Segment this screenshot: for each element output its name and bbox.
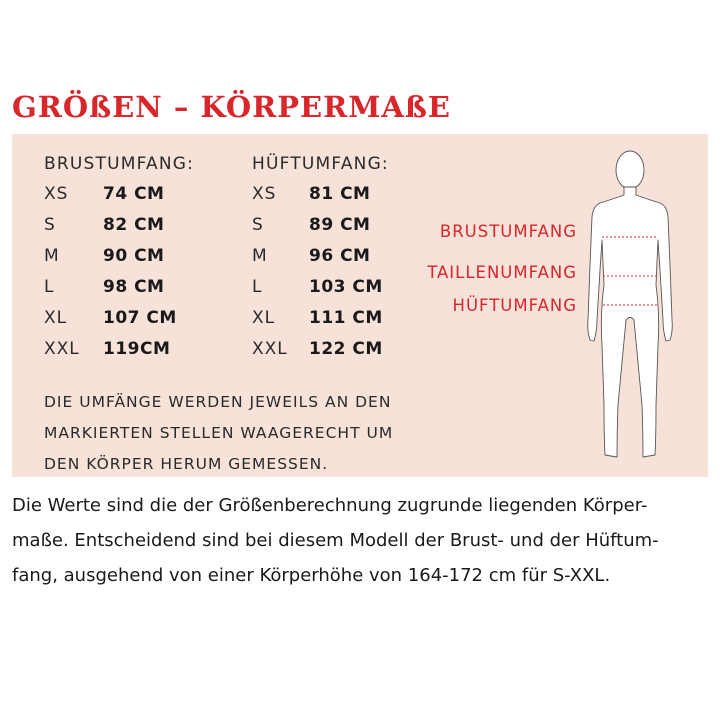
hueft-value: 103 CM <box>309 277 383 297</box>
hueft-value: 81 CM <box>309 184 371 204</box>
hueft-size: XL <box>252 308 276 328</box>
hueft-value: 89 CM <box>309 215 371 235</box>
brust-header: BRUSTUMFANG: <box>44 154 195 174</box>
label-taillenumfang: TAILLENUMFANG <box>427 263 577 282</box>
label-hueftumfang: HÜFTUMFANG <box>452 296 577 315</box>
measurement-note-line: DIE UMFÄNGE WERDEN JEWEILS AN DEN <box>44 393 392 411</box>
brust-value: 82 CM <box>103 215 165 235</box>
description-paragraph <box>12 488 702 593</box>
brust-value: 119CM <box>103 339 171 359</box>
hueft-value: 96 CM <box>309 246 371 266</box>
brust-value: 90 CM <box>103 246 165 266</box>
brust-size: L <box>44 277 55 297</box>
paragraph-line: maße. Entscheidend sind bei diesem Modell der Brust- und der Hüftum- <box>12 530 659 551</box>
hueft-value: 122 CM <box>309 339 383 359</box>
brust-size: XS <box>44 184 69 204</box>
measurement-note-line: DEN KÖRPER HERUM GEMESSEN. <box>44 455 329 473</box>
hueft-size: XS <box>252 184 277 204</box>
hueft-value: 111 CM <box>309 308 383 328</box>
label-brustumfang: BRUSTUMFANG <box>439 222 577 241</box>
body-silhouette-icon <box>580 145 680 465</box>
hueft-size: M <box>252 246 268 266</box>
brust-size: XXL <box>44 339 80 359</box>
hueft-size: L <box>252 277 263 297</box>
brust-size: M <box>44 246 60 266</box>
hueft-size: S <box>252 215 264 235</box>
brust-value: 98 CM <box>103 277 165 297</box>
hueft-header: HÜFTUMFANG: <box>252 154 389 174</box>
measurement-note-line: MARKIERTEN STELLEN WAAGERECHT UM <box>44 424 394 442</box>
paragraph-line: fang, ausgehend von einer Körperhöhe von 164-172 cm für S-XXL. <box>12 565 611 586</box>
brust-size: S <box>44 215 56 235</box>
hueft-size: XXL <box>252 339 288 359</box>
brust-value: 107 CM <box>103 308 177 328</box>
page-title: GRÖßEN – KÖRPERMAßE <box>12 90 452 124</box>
brust-value: 74 CM <box>103 184 165 204</box>
brust-size: XL <box>44 308 68 328</box>
paragraph-line: Die Werte sind die der Größenberechnung zugrunde liegenden Körper- <box>12 495 648 516</box>
